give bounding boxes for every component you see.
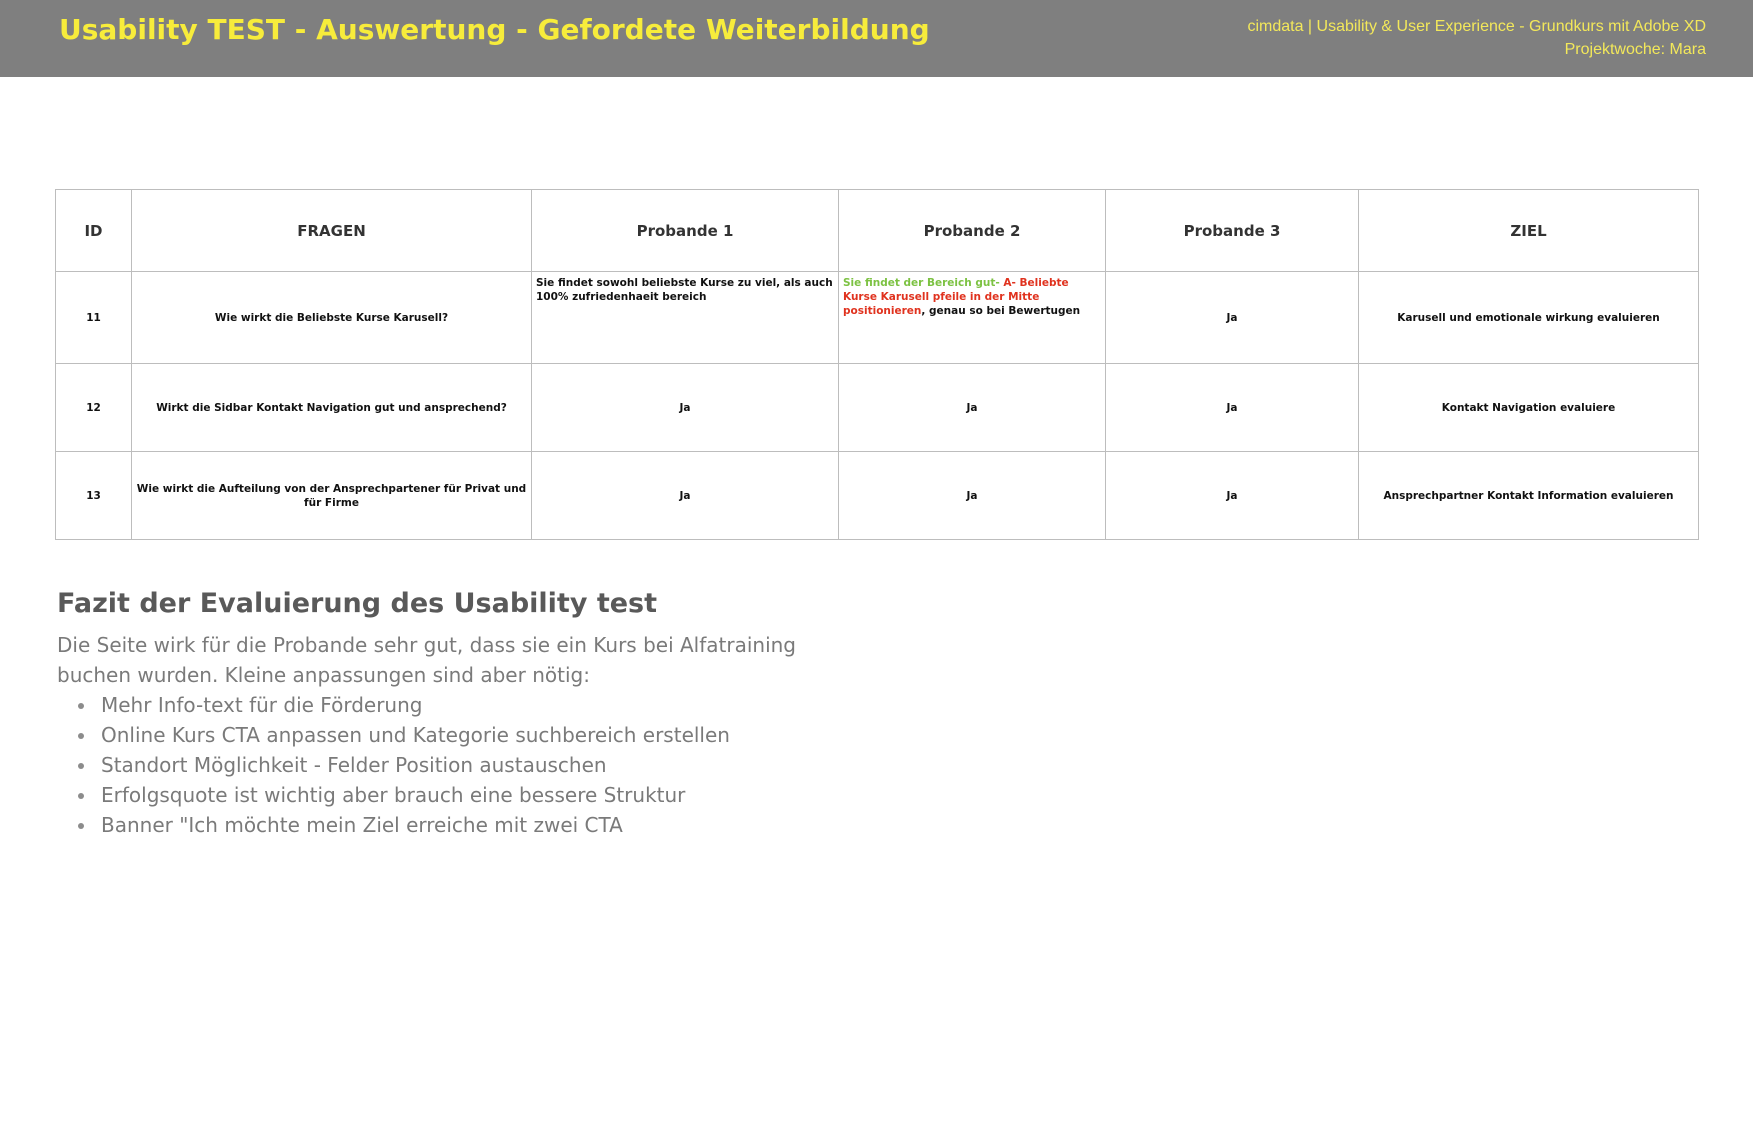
list-item	[101, 690, 817, 720]
row-answer-probande-1: Ja	[532, 364, 839, 452]
answer-positive-text: Sie findet der Bereich gut-	[843, 277, 1004, 289]
conclusion-heading: Fazit der Evaluierung des Usability test	[57, 588, 658, 619]
row-id: 13	[56, 452, 132, 540]
row-goal: Kontakt Navigation evaluiere	[1359, 364, 1699, 452]
course-info: cimdata | Usability & User Experience - Grundkurs mit Adobe XD	[1247, 18, 1706, 35]
bullet-icon	[78, 793, 84, 799]
row-answer-probande-1: Ja	[532, 452, 839, 540]
bullet-icon	[78, 823, 84, 829]
row-question: Wirkt die Sidbar Kontakt Navigation gut und ansprechend?	[132, 364, 532, 452]
list-item	[101, 750, 817, 780]
list-item	[101, 810, 817, 840]
header-probande-1: Probande 1	[532, 190, 839, 272]
table-header-row	[56, 190, 1699, 272]
table-row	[56, 452, 1699, 540]
header-fragen: FRAGEN	[132, 190, 532, 272]
conclusion-section	[57, 588, 817, 840]
usability-results-table	[55, 189, 1699, 540]
page-title: Usability TEST - Auswertung - Gefordete Weiterbildung	[59, 13, 930, 46]
header-bar	[0, 0, 1753, 77]
list-item-text: Standort Möglichkeit - Felder Position austauschen	[101, 753, 607, 777]
row-id: 12	[56, 364, 132, 452]
answer-issue-text: A- Beliebte Kurse Karusell pfeile in der Mitte positionieren	[843, 277, 1069, 317]
header-id: ID	[56, 190, 132, 272]
header-probande-2: Probande 2	[839, 190, 1106, 272]
row-answer-probande-2	[839, 272, 1106, 364]
row-answer-probande-2: Ja	[839, 364, 1106, 452]
table-row	[56, 364, 1699, 452]
bullet-icon	[78, 733, 84, 739]
list-item-text: Erfolgsquote ist wichtig aber brauch eine bessere Struktur	[101, 783, 686, 807]
row-goal: Ansprechpartner Kontakt Information evaluieren	[1359, 452, 1699, 540]
table-row	[56, 272, 1699, 364]
conclusion-intro-line-2: buchen wurden. Kleine anpassungen sind aber nötig:	[57, 663, 590, 687]
row-answer-probande-2: Ja	[839, 452, 1106, 540]
list-item-text: Mehr Info-text für die Förderung	[101, 693, 423, 717]
header-meta	[1247, 15, 1706, 61]
row-answer-probande-3: Ja	[1106, 452, 1359, 540]
bullet-icon	[78, 703, 84, 709]
row-id: 11	[56, 272, 132, 364]
answer-note-text: , genau so bei Bewertugen	[921, 305, 1081, 317]
bullet-icon	[78, 763, 84, 769]
list-item-text: Banner "Ich möchte mein Ziel erreiche mit zwei CTA	[101, 813, 623, 837]
row-answer-probande-3: Ja	[1106, 272, 1359, 364]
row-goal: Karusell und emotionale wirkung evaluieren	[1359, 272, 1699, 364]
header-probande-3: Probande 3	[1106, 190, 1359, 272]
list-item	[101, 780, 817, 810]
list-item-text: Online Kurs CTA anpassen und Kategorie suchbereich erstellen	[101, 723, 730, 747]
row-answer-probande-1: Sie findet sowohl beliebste Kurse zu viel, als auch 100% zufriedenhaeit bereich	[532, 272, 839, 364]
project-week-info: Projektwoche: Mara	[1564, 41, 1706, 58]
conclusion-intro-line-1: Die Seite wirk für die Probande sehr gut, dass sie ein Kurs bei Alfatraining	[57, 633, 796, 657]
conclusion-intro	[57, 630, 817, 690]
row-question: Wie wirkt die Beliebste Kurse Karusell?	[132, 272, 532, 364]
improvement-list	[57, 690, 817, 840]
header-ziel: ZIEL	[1359, 190, 1699, 272]
list-item	[101, 720, 817, 750]
row-question: Wie wirkt die Aufteilung von der Ansprechpartener für Privat und für Firme	[132, 452, 532, 540]
row-answer-probande-3: Ja	[1106, 364, 1359, 452]
